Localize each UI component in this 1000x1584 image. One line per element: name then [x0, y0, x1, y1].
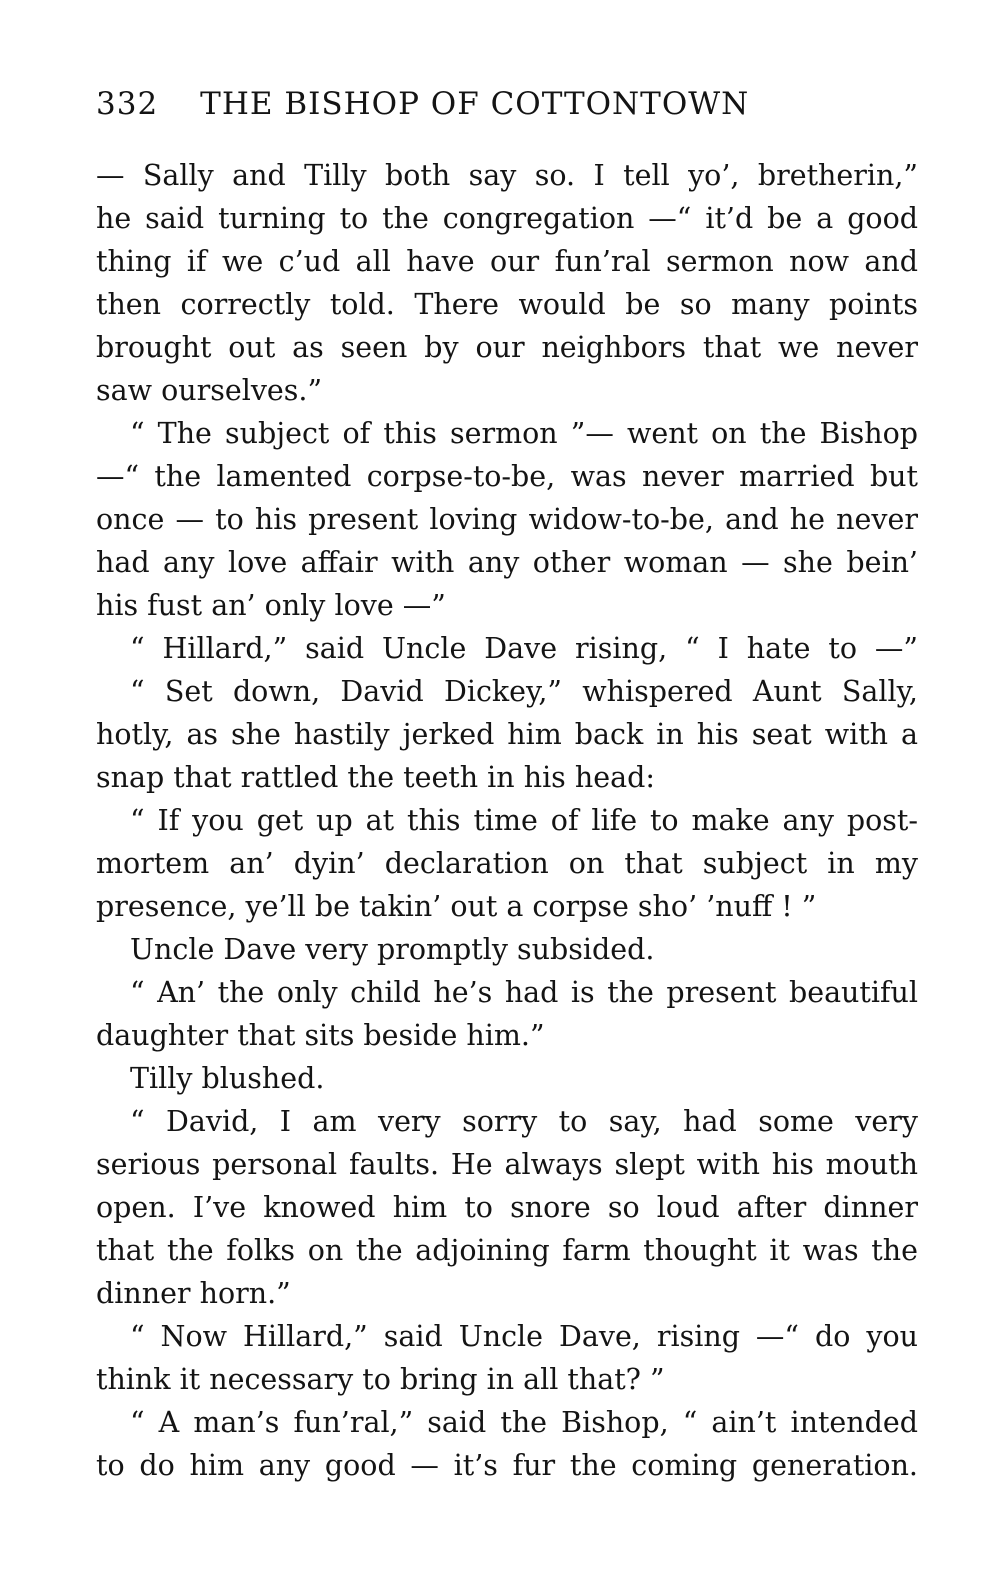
- text-line: “ A man’s fun’ral,” said the Bishop, “ ain’t intended: [130, 1406, 918, 1439]
- text-line: “ Hillard,” said Uncle Dave rising, “ I hate to —”: [130, 632, 918, 665]
- text-line: serious personal faults. He always slept with his mouth: [96, 1148, 918, 1181]
- text-line: dinner horn.”: [96, 1277, 291, 1310]
- text-line: thing if we c’ud all have our fun’ral sermon now and: [96, 245, 918, 278]
- text-line: “ Now Hillard,” said Uncle Dave, rising —“ do you: [130, 1320, 918, 1353]
- text-line: his fust an’ only love —”: [96, 589, 446, 622]
- text-line: saw ourselves.”: [96, 374, 323, 407]
- body-text: [96, 154, 918, 1487]
- text-line: presence, ye’ll be takin’ out a corpse sho’ ’nuff ! ”: [96, 890, 817, 923]
- running-title: THE BISHOP OF COTTONTOWN: [200, 86, 750, 122]
- text-line: open. I’ve knowed him to snore so loud after dinner: [96, 1191, 918, 1224]
- text-line: to do him any good — it’s fur the coming generation.: [96, 1449, 918, 1482]
- text-line: “ The subject of this sermon ”— went on the Bishop: [130, 417, 918, 450]
- page-number: 332: [96, 86, 159, 122]
- text-line: — Sally and Tilly both say so. I tell yo’, bretherin,”: [96, 159, 918, 192]
- text-line: Uncle Dave very promptly subsided.: [130, 933, 655, 966]
- text-line: snap that rattled the teeth in his head:: [96, 761, 655, 794]
- text-line: he said turning to the congregation —“ it’d be a good: [96, 202, 918, 235]
- text-line: “ If you get up at this time of life to make any post-: [130, 804, 918, 837]
- text-line: hotly, as she hastily jerked him back in his seat with a: [96, 718, 918, 751]
- text-line: “ An’ the only child he’s had is the present beautiful: [130, 976, 918, 1009]
- text-line: think it necessary to bring in all that? ”: [96, 1363, 665, 1396]
- text-line: Tilly blushed.: [130, 1062, 325, 1095]
- text-line: “ David, I am very sorry to say, had some very: [130, 1105, 918, 1138]
- text-line: “ Set down, David Dickey,” whispered Aunt Sally,: [130, 675, 918, 708]
- text-line: daughter that sits beside him.”: [96, 1019, 545, 1052]
- text-line: that the folks on the adjoining farm thought it was the: [96, 1234, 918, 1267]
- text-line: brought out as seen by our neighbors that we never: [96, 331, 918, 364]
- running-header: [96, 86, 916, 136]
- text-line: had any love affair with any other woman — she bein’: [96, 546, 918, 579]
- text-line: mortem an’ dyin’ declaration on that subject in my: [96, 847, 918, 880]
- text-line: —“ the lamented corpse-to-be, was never married but: [96, 460, 918, 493]
- text-line: once — to his present loving widow-to-be, and he never: [96, 503, 918, 536]
- text-line: then correctly told. There would be so many points: [96, 288, 918, 321]
